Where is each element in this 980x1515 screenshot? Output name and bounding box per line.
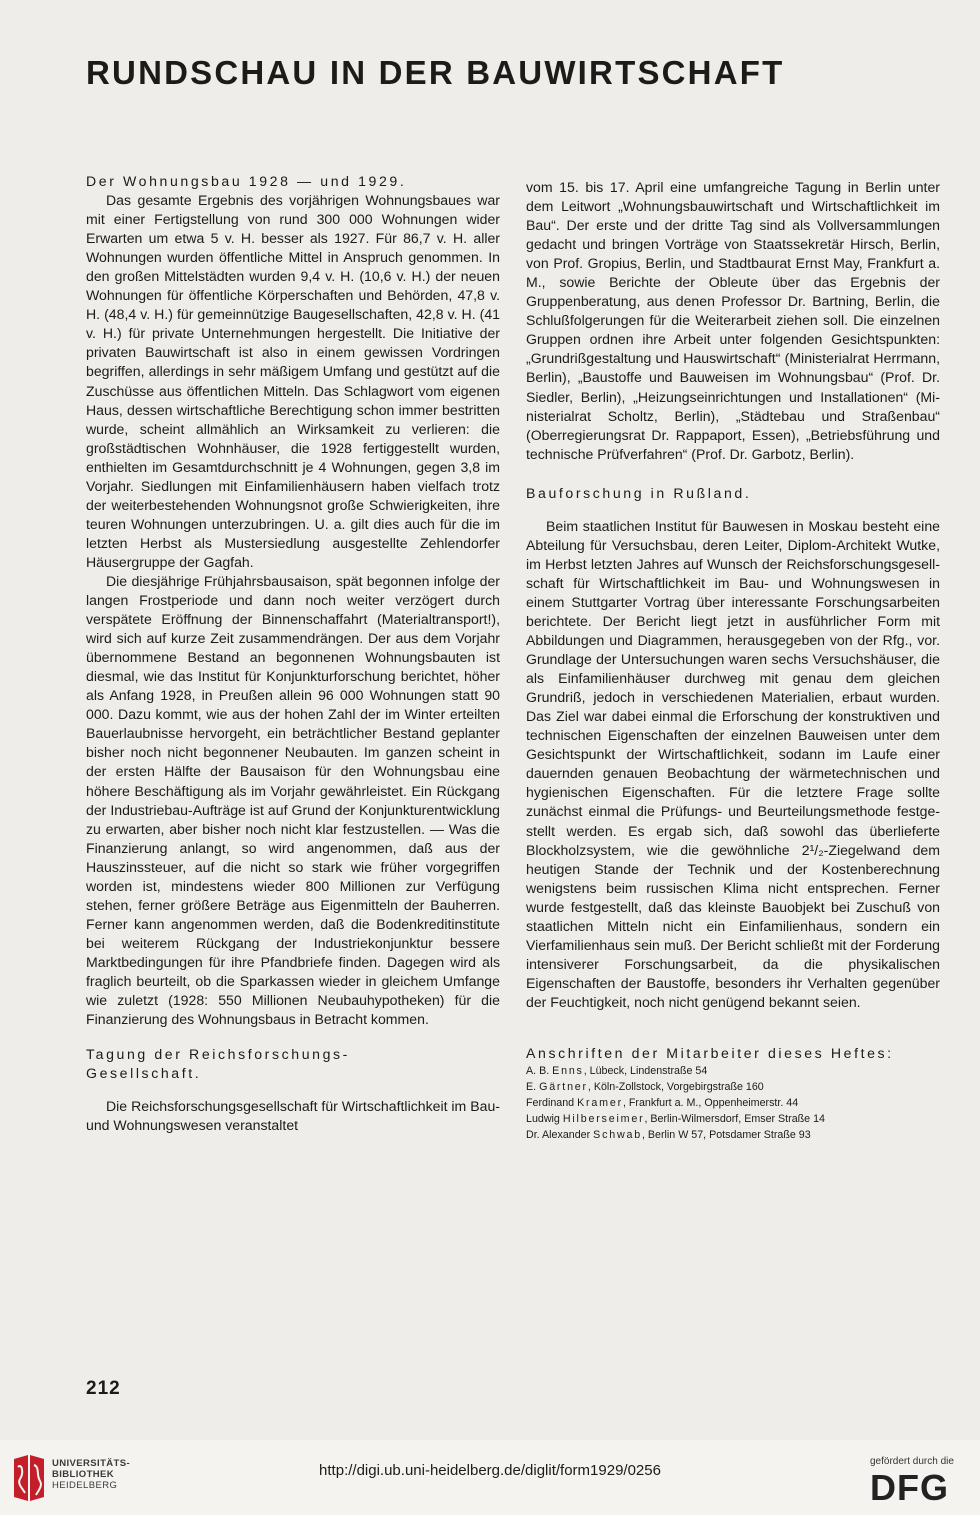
paragraph-tagung-continued: vom 15. bis 17. April eine umfangreiche Tagung in Berlin unter dem Leitwort „Wohnungsbauwirtschaft und Wirtschaftlichkeit im Bau“. Der erste und der dritte Tag sind als Vollversammlungen gedacht und bringen Vorträge von Staatssekretär Hirsch, Berlin, von Prof. Gropius, Berlin, und Stadtbaurat Ernst May, Frankfurt a. M., sowie Berichte der Obleute über das Ergebnis der Gruppenberatung, aus denen Professor Dr. Bartning, Berlin, die Schlußfolgerungen für die Weiterarbeit ziehen soll. Die einzelnen Gruppen ordnen ihre Arbeit unter folgenden Gesichtspunkten: „Grundrißgestaltung und Hauswirtschaft“ (Ministerialrat Herrmann, Berlin), „Baustoffe und Bauweisen im Wohnungsbau“ (Prof. Dr. Siedler, Berlin), „Heizungseinrichtungen und Installationen“ (Ministerialrat Scholtz, Berlin), „Städtebau und Straßenbau“ (Oberregierungsrat Dr. Rappaport, Essen), „Betriebsführung und technische Prüfverfahren“ (Prof. Dr. Garbotz, Berlin). [526, 179, 940, 462]
section-title-tagung-line1: Tagung der Reichsforschungs- [86, 1046, 350, 1063]
spacer [526, 464, 940, 484]
spacer [86, 1029, 500, 1045]
section-title-tagung-line2: Gesellschaft. [86, 1065, 202, 1082]
viewer-footer [0, 1440, 980, 1515]
address-entry: A. B. Enns, Lübeck, Lindenstraße 54 [526, 1065, 708, 1078]
left-column [86, 172, 500, 1135]
section-title-bauforschung: Bauforschung in Rußland. [526, 484, 752, 501]
permalink-url[interactable]: http://digi.ub.uni-heidelberg.de/diglit/form1929/0256 [319, 1462, 661, 1479]
paragraph-bauforschung: Beim staatlichen Institut für Bauwesen in Moskau besteht eine Abteilung für Versuchsbau, deren Leiter, Diplom-Architekt Wutke, im Herbst letzten Jahres auf Wunsch der Reichsforschungsgesellschaft für Wirtschaftlichkeit im Bau- und Wohnungswesen in einem Stuttgarter Vortrag über interessante Forschungsarbeiten berichtete. Der Bericht liegt jetzt in ausführlicher Form mit Abbildungen und Diagrammen, herausgegeben von der Rfg., vor. Grundlage der Untersuchungen waren sechs Versuchshäuser, die als Einfamilienhäuser durchweg mit genau dem gleichen Grundriß, jedoch in verschiedenen Materialien, erbaut wurden. Das Ziel war dabei einmal die Erforschung der konstruktiven und technischen Eigenschaften der einzelnen Bauweisen unter dem Gesichtspunkt der Wirtschaftlichkeit, sodann im Laufe einer dauernden genauen Beobachtung der wärmetechnischen und hygienischen Eigenschaften. Für die letztere Frage sollte zunächst einmal die Prüfungs- und Beurteilungsmethode festgestellt werden. Es ergab sich, daß sowohl das überlieferte Blockholzsystem, wie die gewöhnliche 2¹/₂-Ziegelwand dem heutigen Stande der Technik und der Kostenberechnung wenigstens beim russischen Klima nicht entsprechen. Ferner wurde festgestellt, daß das kleinste Bauobjekt bei Zuschuß von staatlichen Mitteln nicht ein Einfamilienhaus, sondern ein Vierfamilienhaus sein muß. Der Bericht schließt mit der Forderung intensiverer Forschungsarbeit, da die physikalischen Eigenschaften der Baustoffe, besonders ihr Verhalten gegenüber der Feuchtigkeit, noch nicht genügend bekannt seien. [526, 517, 940, 1010]
funding-note: gefördert durch die [870, 1456, 954, 1467]
spacer [526, 1012, 940, 1044]
address-entry: E. Gärtner, Köln-Zollstock, Vorgebirgstraße 160 [526, 1081, 764, 1094]
library-name: UNIVERSITÄTS- BIBLIOTHEK HEIDELBERG [52, 1458, 131, 1491]
spacer [526, 503, 940, 517]
page-heading: RUNDSCHAU IN DER BAUWIRTSCHAFT [86, 54, 785, 91]
address-entry: Ludwig Hilberseimer, Berlin-Wilmersdorf, Emser Straße 14 [526, 1113, 825, 1126]
paragraph-tagung-start: Die Reichsforschungsgesellschaft für Wirtschaftlichkeit im Bau- und Wohnungswesen veranstaltet [86, 1098, 500, 1134]
paragraph-wohnungsbau-1: Das gesamte Ergebnis des vorjährigen Wohnungsbaues war mit einer Fertigstellung von rund 300 000 Wohnungen wider Erwarten um etwa 5 v. H. besser als 1927. Für 86,7 v. H. aller Wohnungen wurden öffentliche Mittel in Anspruch genommen. In den großen Mittelstädten wurden 9,4 v. H. (10,6 v. H.) der neuen Wohnungen für öffentliche Körperschaften und Behörden, 47,8 v. H. (48,4 v. H.) für gemeinnützige Baugesellschaften, 42,8 v. H. (41 v. H.) für private Unternehmungen hergestellt. Die Initiative der privaten Bauwirtschaft ist also in einem gewissen Vordringen begriffen, allerdings in sehr mäßigem Umfang und gestützt auf die Zuschüsse aus öffentlichen Mitteln. Das Schlagwort vom eigenen Haus, dessen wirtschaftliche Berechtigung schon immer bestritten wurde, scheint allmählich an Wirksamkeit zu verlieren: die großstädtischen Wohnhäuser, die 1928 fertiggestellt wurden, enthielten im Gesamtdurchschnitt je 4 Wohnungen, gegen 3,8 im Vorjahr. Siedlungen mit Einfamilienhäusern haben vielfach trotz der weiterbestehenden Wohnungsnot große Schwierigkeiten, ihre teuren Wohnungen unterzubringen. U. a. gilt dies auch für die im letzten Herbst als Mustersiedlung ausgestellte Zehlendorfer Häusergruppe der Gagfah. [86, 192, 500, 570]
page-number: 212 [86, 1378, 121, 1399]
address-entry: Ferdinand Kramer, Frankfurt a. M., Oppenheimerstr. 44 [526, 1097, 799, 1110]
address-list [526, 1063, 940, 1143]
dfg-logo-icon [866, 1468, 966, 1504]
address-entry: Dr. Alexander Schwab, Berlin W 57, Potsdamer Straße 93 [526, 1129, 811, 1142]
right-column [526, 178, 940, 1143]
paragraph-wohnungsbau-2: Die diesjährige Frühjahrsbausaison, spät begonnen infolge der langen Frostperiode und dann noch weiter verzögert durch verspätete Eröffnung der Binnenschaffahrt (Materialtransport!), wird sich auf kurze Zeit zusammendrängen. Der aus dem Vorjahr übernommene Bestand an begonnenen Wohnungsbauten ist diesmal, wie das Institut für Konjunkturforschung berichtet, höher als Anfang 1928, in Preußen allein 96 000 Wohnungen statt 90 000. Dazu kommt, wie aus der hohen Zahl der im Winter erteilten Bauerlaubnisse hervorgeht, ein beträchtlicher Bestand geplanter bisher noch nicht begonnener Neubauten. Im ganzen scheint in der ersten Hälfte der Bausaison für den Wohnungsbau eine höhere Beschäftigung als im Vorjahr gewährleistet. Ein Rückgang der Industriebau-Aufträge ist auf Grund der Konjunkturentwicklung zu erwarten, aber bisher noch nicht klar festzustellen. — Was die Finanzierung anlangt, so wird angenommen, daß aus der Hauszinssteuer, auf die nicht so stark wie früher vorgegriffen worden ist, mindestens wieder 800 Millionen zur Verfügung stehen, ferner größere Beträge aus Eigenmitteln der Bauherren. Ferner kann angenommen werden, daß die Bodenkreditinstitute bei weiterem Rückgang der Industriekonjunktur bessere Marktbedingungen für ihre Pfandbriefe finden. Dagegen wird als fraglich beurteilt, ob die Sparkassen wieder in gleichem Umfange wie zuletzt (1928: 550 Millionen Neubauhypotheken) für die Finanzierung des Wohnungsbaus in Betracht kommen. [86, 572, 500, 1028]
svg-text:DFG: DFG [870, 1468, 949, 1504]
addresses-title: Anschriften der Mitarbeiter dieses Heftes: [526, 1044, 894, 1061]
section-title-wohnungsbau: Der Wohnungsbau 1928 — und 1929. [86, 173, 407, 189]
spacer [86, 1083, 500, 1097]
